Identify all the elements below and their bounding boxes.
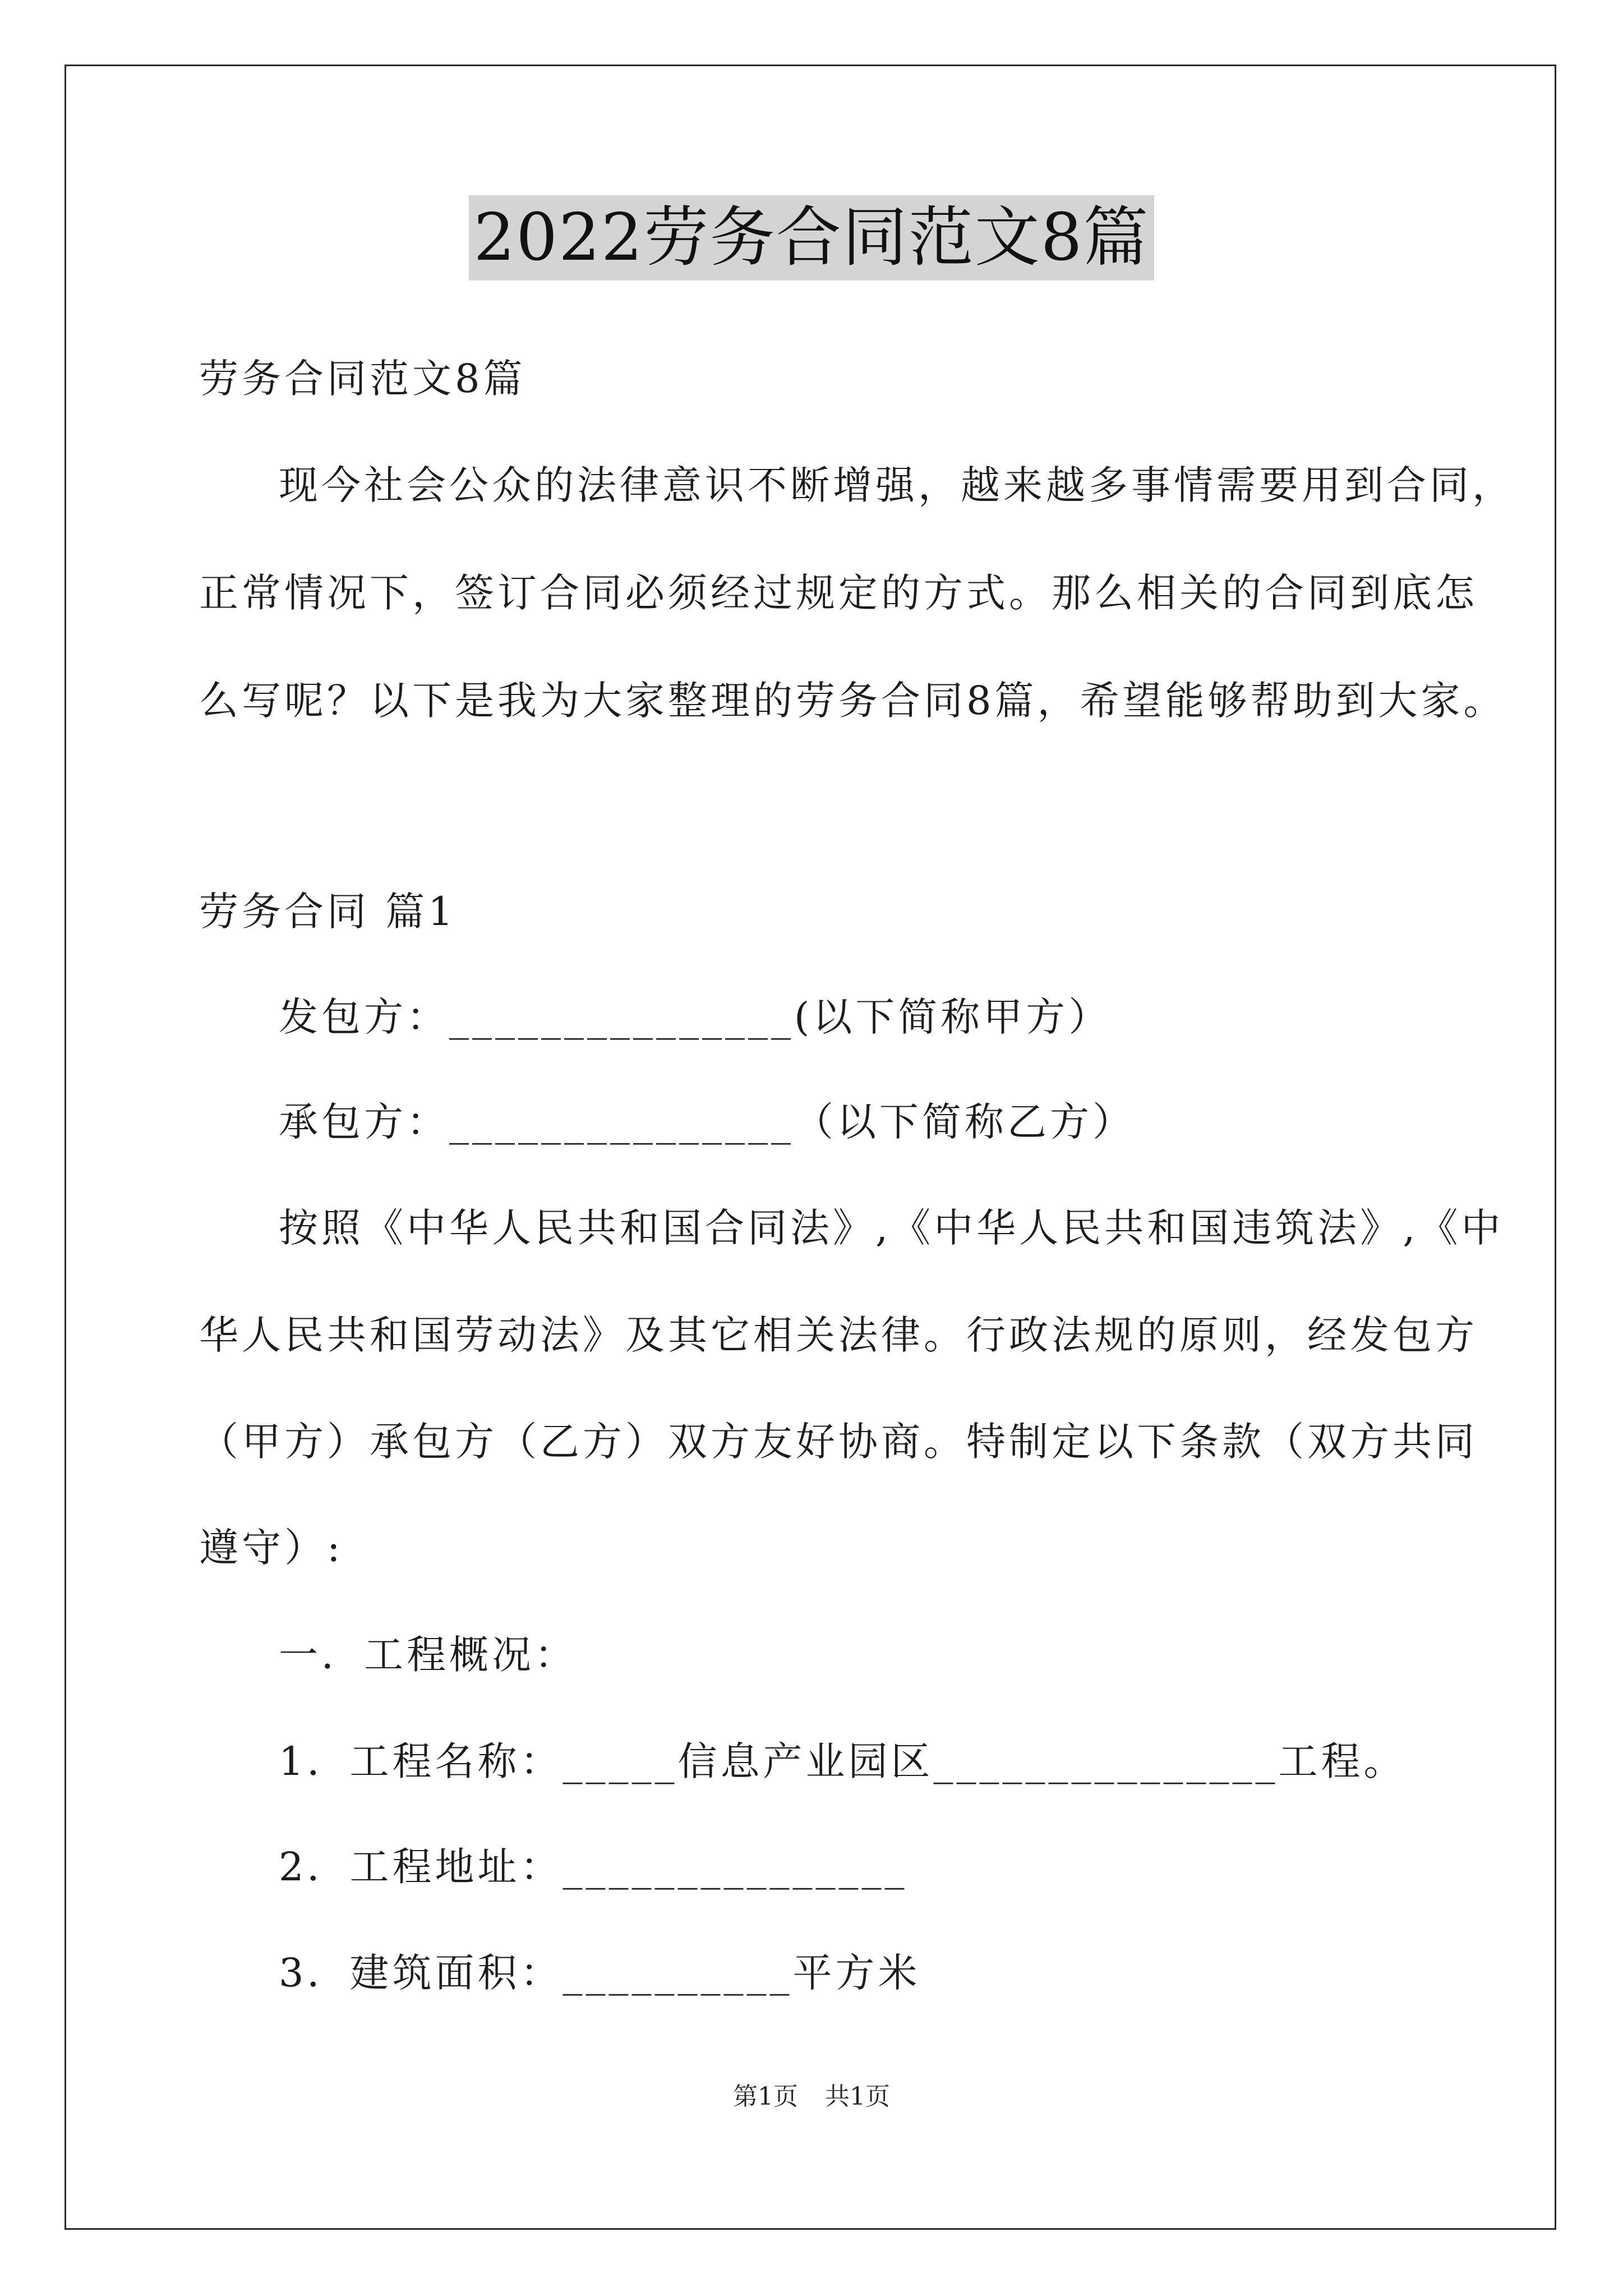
- clause-heading: 一．工程概况：: [279, 1632, 577, 1678]
- party-a-line: 发包方：_______________(以下简称甲方）: [279, 994, 1112, 1040]
- party-b-line: 承包方：_______________（以下简称乙方）: [279, 1099, 1135, 1145]
- section-heading: 劳务合同 篇1: [199, 889, 457, 935]
- basis-line-3: （甲方）承包方（乙方）双方友好协商。特制定以下条款（双方共同: [199, 1419, 1478, 1465]
- basis-line-2: 华人民共和国劳动法》及其它相关法律。行政法规的原则，经发包方: [199, 1312, 1478, 1358]
- item-building-area: 3．建筑面积：__________平方米: [279, 1950, 921, 1996]
- intro-line-2: 正常情况下，签订合同必须经过规定的方式。那么相关的合同到底怎: [199, 570, 1478, 616]
- page-number-current: 第1页: [733, 2082, 798, 2111]
- basis-line-1: 按照《中华人民共和国合同法》,《中华人民共和国违筑法》,《中: [279, 1205, 1504, 1251]
- title-container: [0, 195, 1623, 280]
- page-footer: [0, 2080, 1623, 2114]
- intro-line-1: 现今社会公众的法律意识不断增强，越来越多事情需要用到合同，: [279, 462, 1515, 508]
- page-number-total: 共1页: [825, 2082, 890, 2111]
- item-project-address: 2．工程地址：_______________: [279, 1844, 908, 1890]
- intro-line-3: 么写呢？以下是我为大家整理的劳务合同8篇，希望能够帮助到大家。: [199, 678, 1506, 724]
- basis-line-4: 遵守）:: [199, 1525, 344, 1571]
- item-project-name: 1．工程名称：_____信息产业园区_______________工程。: [279, 1738, 1407, 1784]
- document-subtitle: 劳务合同范文8篇: [199, 356, 526, 402]
- document-title: 2022劳务合同范文8篇: [469, 195, 1154, 280]
